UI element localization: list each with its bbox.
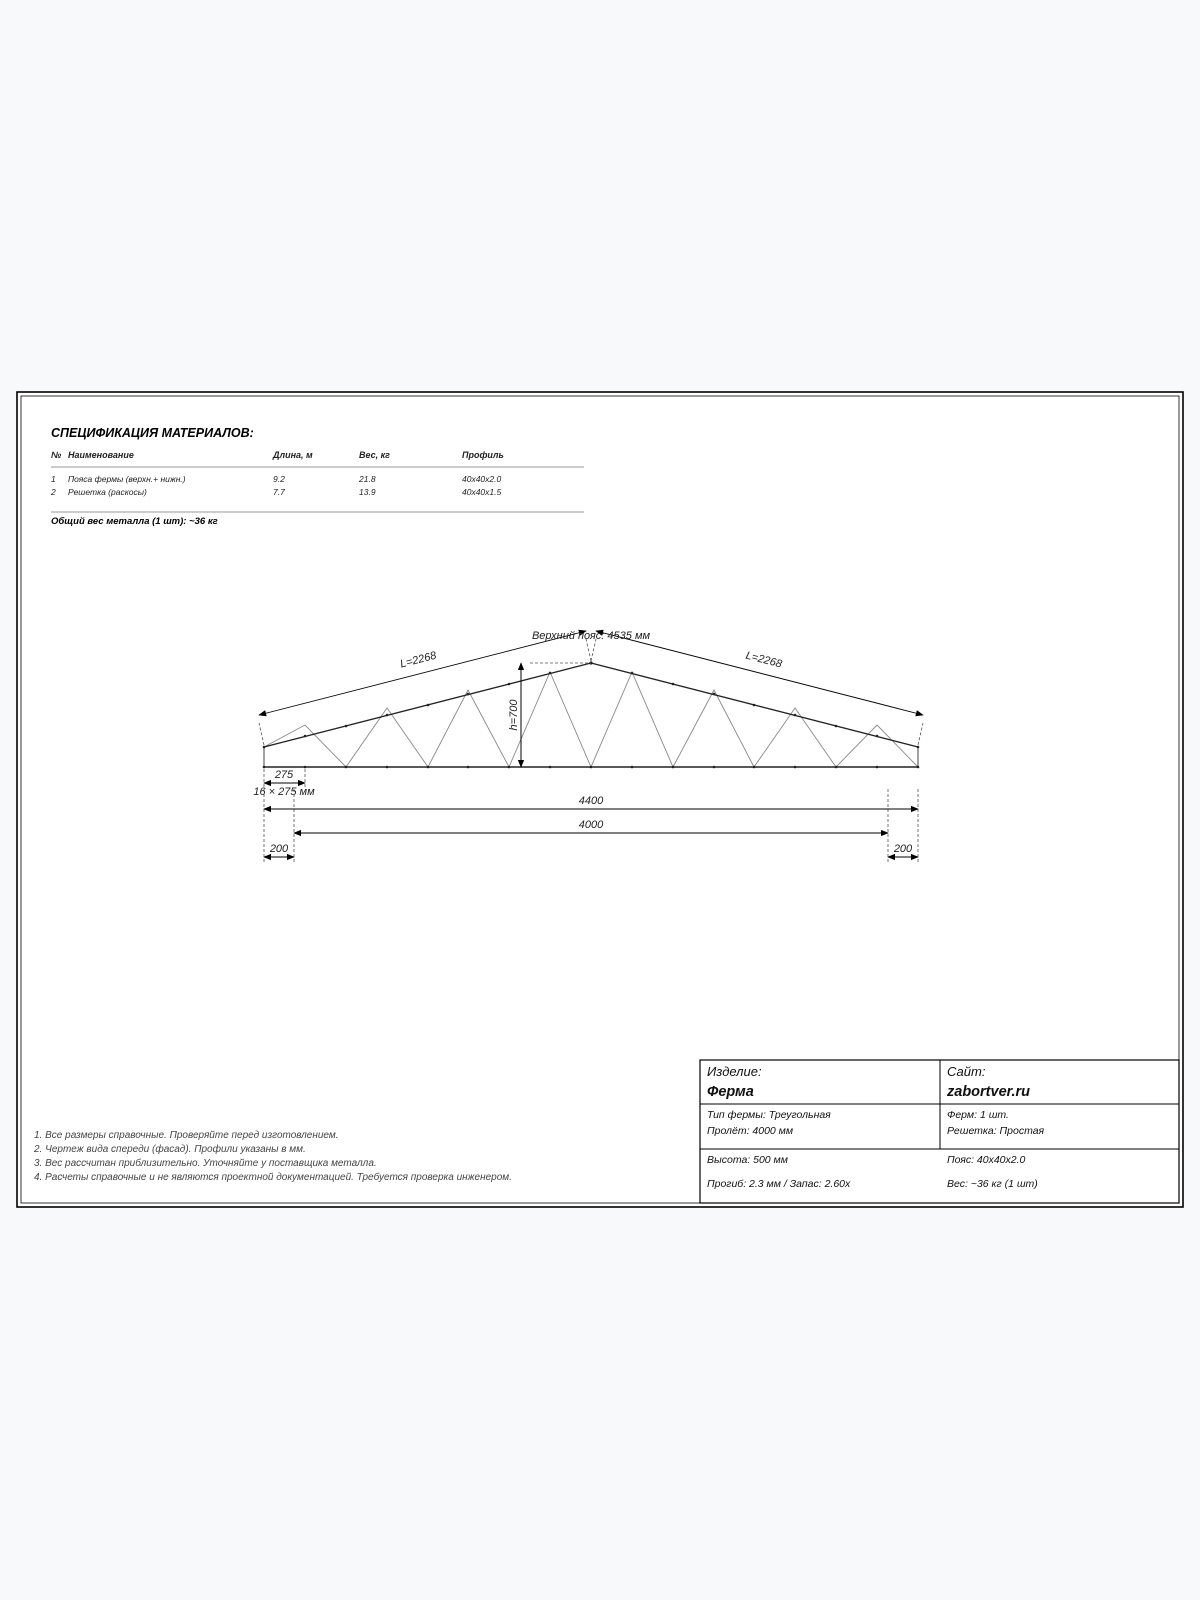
right-overhang-label: 200 [893, 843, 913, 855]
truss-nodes [263, 661, 920, 768]
spec-header-profile: Профиль [462, 450, 504, 460]
spec-row-2-no: 2 [51, 487, 56, 497]
spec-row-2-profile: 40x40x1.5 [462, 487, 502, 497]
truss-type: Тип фермы: Треугольная [707, 1109, 831, 1121]
truss-span: Пролёт: 4000 мм [707, 1125, 794, 1137]
truss-web [264, 672, 918, 767]
note-4: 4. Расчеты справочные и не являются проектной документацией. Требуется проверка инженером. [34, 1172, 512, 1183]
panels-label: 16 × 275 мм [253, 786, 315, 798]
apex-extension-right [591, 639, 596, 661]
drawing-sheet [16, 391, 1184, 1208]
product-name: Ферма [707, 1084, 754, 1100]
note-2: 2. Чертеж вида спереди (фасад). Профили указаны в мм. [34, 1144, 306, 1155]
spec-total: Общий вес металла (1 шт): ~36 кг [51, 516, 218, 527]
truss-count: Ферм: 1 шт. [947, 1109, 1009, 1121]
spec-table [50, 426, 584, 527]
spec-title: СПЕЦИФИКАЦИЯ МАТЕРИАЛОВ: [51, 426, 254, 440]
overall-label: 4400 [578, 795, 604, 807]
left-slope-extension [259, 723, 264, 745]
note-1: 1. Все размеры справочные. Проверяйте перед изготовлением. [34, 1130, 339, 1141]
left-slope-label: L=2268 [398, 649, 438, 671]
total-weight: Вес: ~36 кг (1 шт) [947, 1178, 1038, 1190]
spec-header-no: № [51, 450, 62, 460]
note-3: 3. Вес рассчитан приблизительно. Уточняйте у поставщика металла. [34, 1158, 377, 1169]
spec-row-2-weight: 13.9 [359, 487, 376, 497]
product-label: Изделие: [707, 1064, 762, 1079]
title-block [700, 1060, 1179, 1203]
top-chord-label: Верхний пояс: 4535 мм [531, 630, 651, 642]
panel-label: 275 [274, 769, 294, 781]
spec-row-1-name: Пояса фермы (верхн.+ нижн.) [68, 474, 186, 484]
truss-drawing [253, 630, 923, 863]
notes [33, 1130, 512, 1183]
lattice-type: Решетка: Простая [947, 1125, 1045, 1137]
deflection: Прогиб: 2.3 мм / Запас: 2.60x [707, 1178, 851, 1190]
spec-row-2-name: Решетка (раскосы) [68, 487, 147, 497]
spec-header-weight: Вес, кг [359, 450, 390, 460]
left-overhang-label: 200 [269, 843, 289, 855]
spec-row-1-profile: 40x40x2.0 [462, 474, 502, 484]
site-label: Сайт: [947, 1064, 986, 1079]
site-name: zabortver.ru [947, 1084, 1030, 1100]
right-slope-extension [918, 723, 923, 745]
spec-row-1-no: 1 [51, 474, 56, 484]
spec-row-1-weight: 21.8 [359, 474, 376, 484]
apex-extension-left [586, 639, 591, 661]
right-slope-label: L=2268 [744, 649, 784, 671]
spec-row-2-length: 7.7 [273, 487, 285, 497]
spec-header-length: Длина, м [273, 450, 313, 460]
chord-profile: Пояс: 40x40x2.0 [947, 1154, 1026, 1166]
height-label: h=700 [508, 699, 520, 731]
span-label: 4000 [578, 819, 604, 831]
drawing-canvas [16, 391, 1184, 1208]
spec-row-1-length: 9.2 [273, 474, 285, 484]
spec-header-name: Наименование [68, 450, 134, 460]
truss-height: Высота: 500 мм [707, 1154, 788, 1166]
